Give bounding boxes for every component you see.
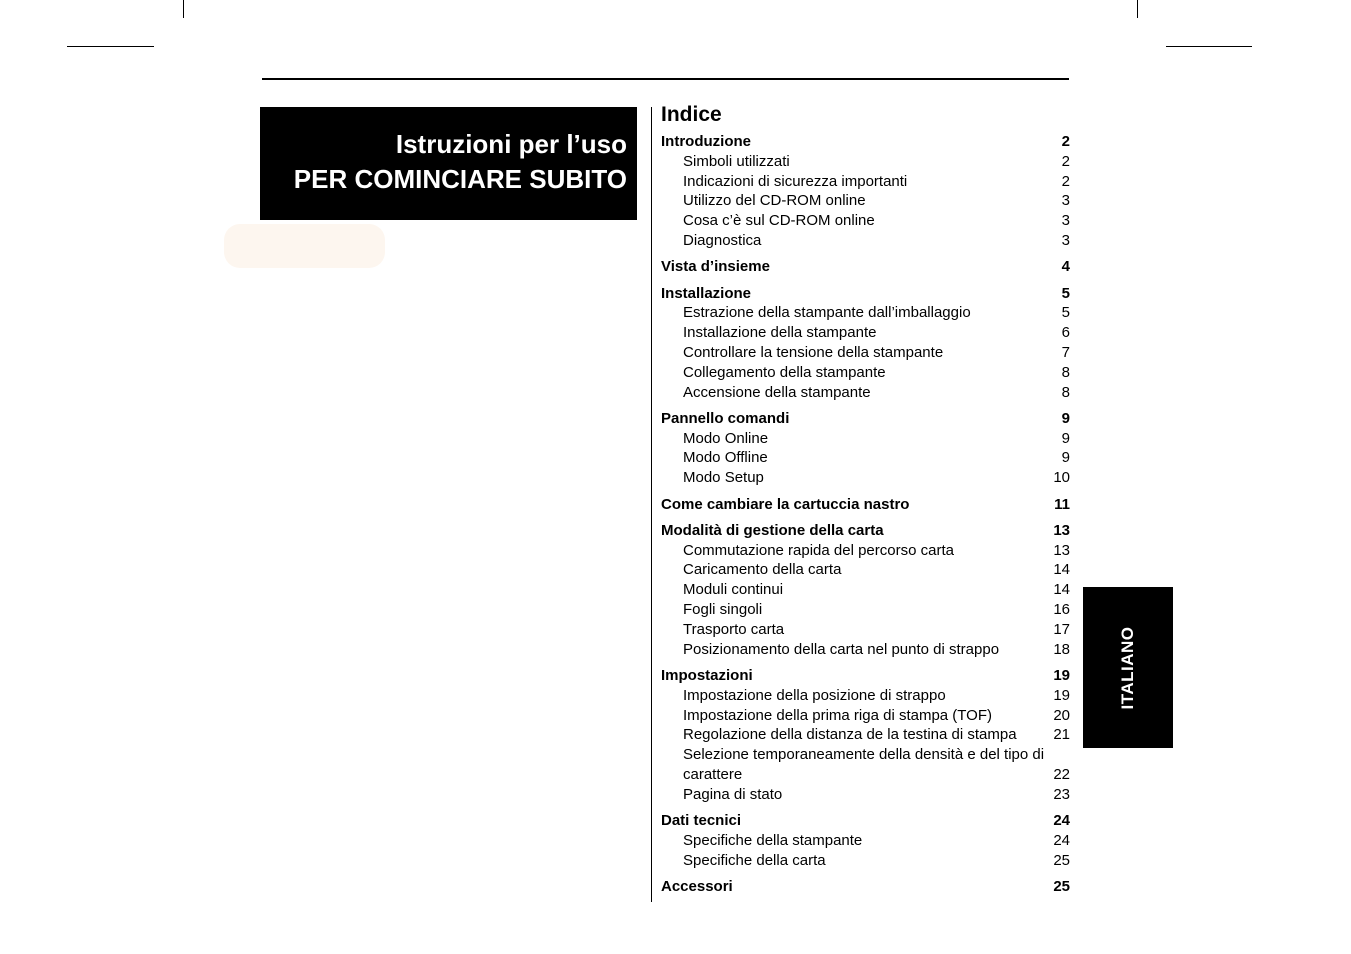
toc-entry[interactable] (661, 765, 1070, 785)
toc-section-page: 13 (1053, 521, 1070, 539)
toc-section-page: 9 (1061, 409, 1070, 427)
toc-entry-page: 22 (1053, 765, 1070, 783)
toc-heading: Indice (661, 103, 722, 126)
toc-section[interactable] (661, 495, 1070, 515)
toc-entry-title: Specifiche della stampante (683, 831, 863, 849)
toc-section-title: Dati tecnici (661, 812, 742, 829)
crop-mark (1137, 0, 1138, 18)
toc-entry[interactable] (661, 429, 1070, 449)
toc-entry-title: Installazione della stampante (683, 324, 877, 342)
toc-section-title: Vista d’insieme (661, 258, 770, 276)
toc-entry-page: 17 (1053, 620, 1070, 638)
toc-entry[interactable] (661, 231, 1070, 251)
toc-section[interactable] (661, 877, 1070, 897)
header-rule (262, 78, 1069, 80)
toc-entry-page: 5 (1061, 304, 1070, 322)
toc-entry-title: Selezione temporaneamente della densità e del tipo di (683, 746, 1045, 764)
toc-entry-title: Simboli utilizzati (683, 152, 790, 170)
toc-entry-page: 10 (1053, 469, 1070, 487)
toc-entry-title: Indicazioni di sicurezza importanti (683, 172, 908, 190)
toc-entry-title: Commutazione rapida del percorso carta (683, 541, 954, 559)
toc-entry[interactable] (661, 620, 1070, 640)
faint-highlight (224, 224, 385, 268)
toc-entry-page: 25 (1053, 851, 1070, 869)
toc-entry[interactable] (661, 172, 1070, 192)
toc-entry-page: 6 (1061, 324, 1070, 342)
toc-entry-page: 9 (1061, 449, 1070, 467)
toc-entry-title: Modo Setup (683, 469, 764, 487)
manual-subtitle: PER COMINCIARE SUBITO (293, 164, 627, 194)
toc-entry-title: Pagina di stato (683, 785, 783, 803)
toc-entry-title: Caricamento della carta (683, 561, 842, 579)
toc-entry-title: Posizionamento della carta nel punto di strappo (683, 640, 1000, 658)
toc-entry[interactable] (661, 640, 1070, 660)
toc-section-title: Introduzione (661, 133, 751, 150)
toc-section-title: Accessori (661, 877, 733, 895)
toc-section-page: 11 (1054, 495, 1070, 513)
toc-entry-page: 2 (1061, 152, 1070, 170)
toc-section-title: Impostazioni (661, 666, 753, 684)
toc-entry-title: Diagnostica (683, 231, 762, 249)
toc-entry-title: Trasporto carta (683, 620, 785, 638)
toc-section-page: 19 (1053, 666, 1070, 684)
toc-entry[interactable] (661, 211, 1070, 231)
crop-mark (183, 0, 184, 18)
toc-entry[interactable] (661, 383, 1070, 403)
toc-entry-title: Moduli continui (683, 581, 784, 599)
toc-entry-page: 8 (1061, 383, 1070, 401)
crop-mark (67, 46, 154, 47)
toc-entry-title: Regolazione della distanza de la testina di stampa (683, 726, 1017, 744)
toc-entry-page: 19 (1053, 686, 1070, 704)
toc-entry[interactable] (661, 560, 1070, 580)
toc-section[interactable] (661, 521, 1070, 541)
toc-entry-title: Cosa c’è sul CD-ROM online (683, 212, 875, 230)
title-block (260, 107, 637, 220)
toc-entry-title: Impostazione della prima riga di stampa (TOF) (683, 706, 993, 724)
toc-entry-page: 14 (1053, 561, 1070, 579)
toc-section-page: 4 (1061, 258, 1070, 276)
toc-entry-title: Impostazione della posizione di strappo (683, 686, 946, 704)
toc-entry-title: Modo Online (683, 429, 769, 447)
toc-section[interactable] (661, 284, 1070, 304)
toc-entry-title: Estrazione della stampante dall’imballaggio (683, 304, 971, 322)
toc-entry-page: 18 (1053, 640, 1070, 658)
toc-entry[interactable] (661, 580, 1070, 600)
toc-entry-page: 13 (1053, 541, 1070, 559)
toc-section-page: 25 (1053, 877, 1070, 895)
toc-section[interactable] (661, 666, 1070, 686)
toc-entry[interactable] (661, 363, 1070, 383)
toc-section[interactable] (661, 132, 1070, 152)
toc-section-page: 5 (1061, 284, 1070, 302)
toc-entry[interactable] (661, 706, 1070, 726)
toc-section[interactable] (661, 257, 1070, 277)
toc-entry[interactable] (661, 343, 1070, 363)
toc-section-title: Come cambiare la cartuccia nastro (661, 495, 910, 513)
toc-entry[interactable] (661, 686, 1070, 706)
column-divider (651, 107, 652, 902)
toc-entry[interactable] (661, 191, 1070, 211)
toc-entry-title: Utilizzo del CD-ROM online (683, 192, 866, 210)
language-tab (1083, 587, 1173, 748)
toc-entry[interactable] (661, 303, 1070, 323)
toc-entry[interactable] (661, 152, 1070, 172)
toc-section[interactable] (661, 409, 1070, 429)
toc-entry-page: 3 (1061, 231, 1070, 249)
toc-entry-page: 23 (1053, 785, 1070, 803)
toc-entry-title: Specifiche della carta (683, 851, 826, 869)
toc-entry-page: 24 (1053, 831, 1070, 849)
manual-title: Istruzioni per l’uso (395, 129, 627, 159)
toc-entry[interactable] (661, 468, 1070, 488)
toc-section-title: Modalità di gestione della carta (661, 521, 884, 539)
toc-entry[interactable] (661, 785, 1070, 805)
toc-section-title: Pannello comandi (661, 409, 790, 427)
toc-entry[interactable] (661, 448, 1070, 468)
toc-entry-page: 2 (1061, 172, 1070, 190)
toc-entry-title: Fogli singoli (683, 601, 763, 619)
table-of-contents (661, 101, 1070, 897)
toc-entry-page: 20 (1053, 706, 1070, 724)
toc-entry[interactable] (661, 831, 1070, 851)
toc-entry[interactable] (661, 851, 1070, 871)
toc-entry-title: Collegamento della stampante (683, 363, 886, 381)
toc-entry-title: carattere (683, 765, 743, 783)
toc-entry-title: Modo Offline (683, 449, 768, 467)
toc-section-page: 2 (1061, 133, 1070, 150)
toc-body (661, 132, 1070, 897)
toc-entry[interactable] (661, 600, 1070, 620)
toc-entry-page: 3 (1061, 212, 1070, 230)
crop-mark (1166, 46, 1252, 47)
toc-entry[interactable] (661, 323, 1070, 343)
toc-entry-page: 8 (1061, 363, 1070, 381)
language-tab-label: ITALIANO (1118, 625, 1137, 710)
toc-entry-page: 9 (1061, 429, 1070, 447)
toc-section[interactable] (661, 811, 1070, 831)
toc-entry-title: Controllare la tensione della stampante (683, 343, 944, 361)
toc-entry[interactable] (661, 745, 1070, 765)
toc-entry-page: 14 (1053, 581, 1070, 599)
toc-entry-page: 16 (1053, 601, 1070, 619)
toc-section-title: Installazione (661, 284, 752, 302)
toc-entry-page: 21 (1053, 726, 1070, 744)
toc-entry[interactable] (661, 725, 1070, 745)
toc-entry-title: Accensione della stampante (683, 383, 871, 401)
toc-entry-page: 3 (1061, 192, 1070, 210)
toc-section-page: 24 (1053, 812, 1070, 829)
toc-entry-page: 7 (1061, 343, 1070, 361)
toc-entry[interactable] (661, 541, 1070, 561)
